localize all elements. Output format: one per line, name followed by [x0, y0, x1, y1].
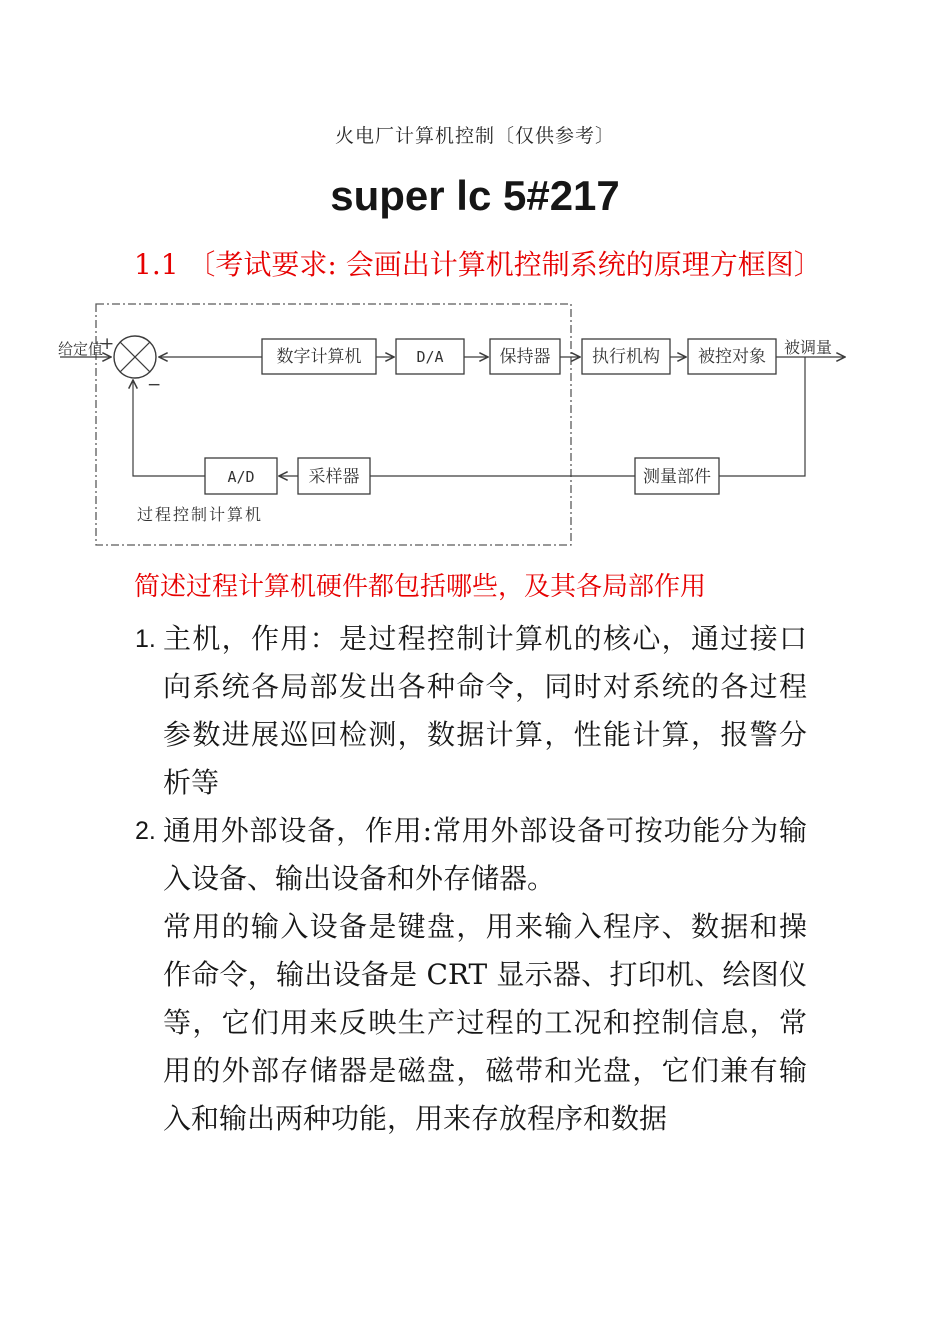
- text-line: 析等: [163, 766, 220, 799]
- doc-title: super lc 5#217: [330, 172, 620, 219]
- list-item-2-lines: [163, 807, 807, 1143]
- feedback-drop-line: [719, 357, 805, 476]
- label-holder: 保持器: [499, 347, 551, 367]
- label-measured-variable: 被调量: [784, 338, 833, 357]
- list-item-1-lines: [163, 615, 807, 807]
- summing-junction: [114, 336, 156, 378]
- text-line: 向系统各局部发出各种命令，同时对系统的各过程: [163, 670, 807, 703]
- text-line: 入设备、输出设备和外存储器。: [163, 862, 556, 895]
- list-item-1-number: 1.: [135, 625, 156, 653]
- text-line: 入和输出两种功能，用来存放程序和数据: [163, 1102, 668, 1135]
- section2-heading: 简述过程计算机硬件都包括哪些，及其各局部作用: [134, 572, 707, 602]
- plus-sign: +: [100, 334, 115, 354]
- label-actuator: 执行机构: [592, 347, 660, 367]
- list-item-2: [135, 807, 807, 1143]
- feedback-return-line: [133, 380, 205, 476]
- label-sampler: 采样器: [308, 467, 360, 487]
- list-item-1: [135, 615, 807, 807]
- label-measuring-unit: 测量部件: [643, 467, 711, 487]
- doc-header: 火电厂计算机控制〔仅供参考〕: [334, 125, 615, 147]
- label-da: D/A: [416, 348, 444, 366]
- hardware-list: [135, 615, 807, 1143]
- text-line: 参数进展巡回检测，数据计算，性能计算，报警分: [163, 718, 807, 751]
- label-digital-computer: 数字计算机: [276, 347, 362, 367]
- text-line: 常用的输入设备是键盘，用来输入程序、数据和操: [163, 910, 807, 943]
- label-setpoint: 给定值: [58, 340, 104, 358]
- minus-sign: −: [147, 375, 162, 395]
- section1-heading: 1.1 〔考试要求: 会画出计算机控制系统的原理方框图〕: [134, 248, 822, 281]
- text-line: 主机，作用：是过程控制计算机的核心，通过接口: [163, 622, 807, 655]
- block-diagram-svg: [0, 298, 950, 554]
- label-plant: 被控对象: [698, 347, 766, 367]
- label-process-control-computer: 过程控制计算机: [137, 505, 264, 524]
- text-line: 用的外部存储器是磁盘，磁带和光盘，它们兼有输: [163, 1054, 807, 1087]
- label-ad: A/D: [227, 468, 255, 486]
- text-line: 通用外部设备，作用:常用外部设备可按功能分为输: [163, 814, 807, 847]
- list-item-2-number: 2.: [135, 817, 156, 845]
- text-line: 作命令，输出设备是 CRT 显示器、打印机、绘图仪: [163, 958, 807, 991]
- block-diagram: [0, 298, 950, 554]
- text-line: 等，它们用来反映生产过程的工况和控制信息，常: [163, 1006, 807, 1039]
